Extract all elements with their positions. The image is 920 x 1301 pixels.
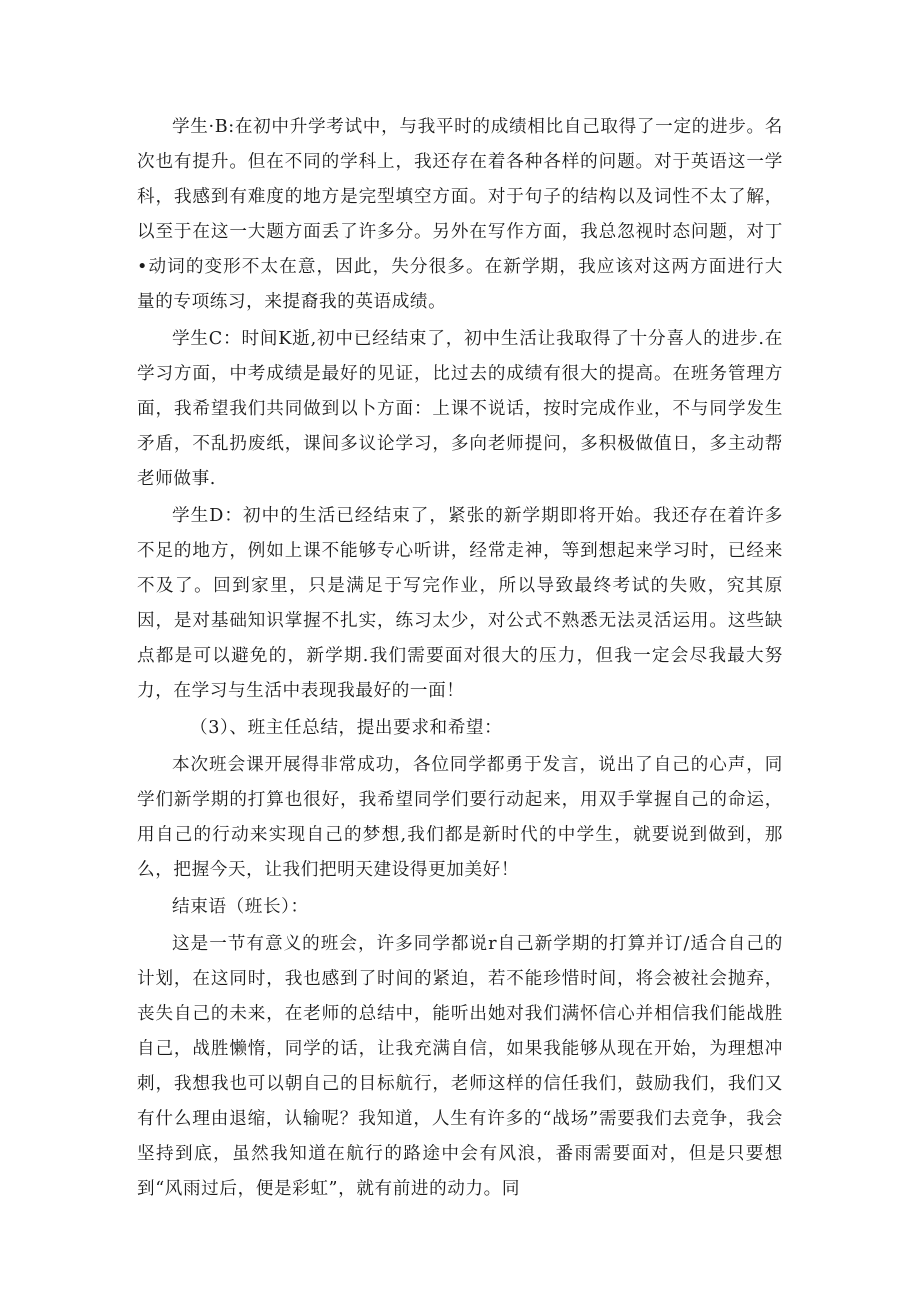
section-heading-closing: 结束语（班长）：	[172, 897, 309, 917]
paragraph-student-d: 学生D：初中的生活已经结束了，紧张的新学期即将开始。我还存在着许多不足的地方，例如上课不能够专心听讲，经常走神，等到想起来学习时，已经来不及了。回到家里，只是满足于写完作业，所以导致最终考试的失败，究其原因，是对基础知识掌握不扎实，练习太少，对公式不熟悉无法灵活运用。这些缺点都是可以避免的，新学期.我们需要面对很大的压力，但我一定会尽我最大努力，在学习与生活中表现我最好的一面！	[137, 506, 783, 701]
paragraph-student-c: 学生C：时间K逝,初中已经结束了，初中生活让我取得了十分喜人的进步.在学习方面，中考成绩是最好的见证，比过去的成绩有很大的提高。在班务管理方面，我希望我们共同做到以卜方面：上课不说话，按时完成作业，不与同学发生矛盾，不乱扔废纸，课间多议论学习，多向老师提问，多积极做值日，多主动帮老师做事.	[137, 329, 783, 489]
paragraph-closing: 这是一节有意义的班会，许多同学都说r自己新学期的打算并订/适合自己的计划，在这同时，我也感到了时间的紧迫，若不能珍惜时间，将会被社会抛弃，丧失自己的未来，在老师的总结中，能听出她对我们满怀信心并相信我们能战胜自己，战胜懒惰，同学的话，让我充满自信，如果我能够从现在开始，为理想冲刺，我想我也可以朝自己的目标航行，老师这样的信任我们，鼓励我们，我们又有什么理由退缩，认输呢？我知道，人生有许多的“战场”需要我们去竞争，我会坚持到底，虽然我知道在航行的路途中会有风浪，番雨需要面对，但是只要想到“风雨过后，便是彩虹”，就有前进的动力。同	[137, 934, 783, 1199]
paragraph-teacher-summary: 本次班会课开展得非常成功，各位同学都勇于发言，说出了自己的心声，同学们新学期的打算也很好，我希望同学们要行动起来，用双手掌握自己的命运，用自己的行动来实现自己的梦想,我们都是新时代的中学生，就要说到做到，那么，把握今天，让我们把明天建设得更加美好！	[137, 755, 783, 880]
document-page	[137, 110, 783, 1209]
section-heading-teacher-summary: （3）、班主任总结，提出要求和希望：	[190, 718, 503, 738]
paragraph-student-b: 学生·B:在初中升学考试中，与我平时的成绩相比自己取得了一定的进步。名次也有提升。但在不同的学科上，我还存在着各种各样的问题。对于英语这一学科，我感到有难度的地方是完型填空方面。对于句子的结构以及词性不太了解，以至于在这一大题方面丢了许多分。另外在写作方面，我总忽视时态问题，对丁•动词的变形不太在意，因此，失分很多。在新学期，我应该对这两方面进行大量的专项练习，来提裔我的英语成绩。	[137, 117, 783, 312]
